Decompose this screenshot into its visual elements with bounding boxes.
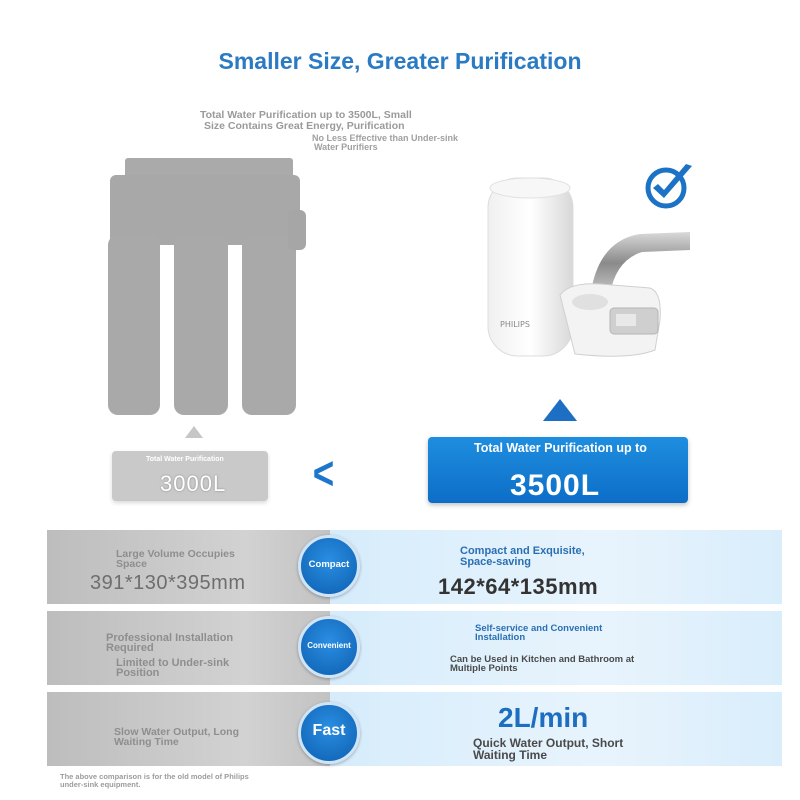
old-tag-label: Total Water Purification	[146, 456, 224, 463]
row-fast-right-value: 2L/min	[498, 702, 589, 733]
subtitle-line-1: Total Water Purification up to 3500L, Small	[200, 109, 412, 121]
subtitle-line-4: Water Purifiers	[314, 142, 378, 152]
fast-badge	[298, 702, 360, 764]
new-tag-value: 3500L	[510, 469, 601, 502]
row-fast-left-text: Slow Water Output, Long Waiting Time	[114, 726, 240, 748]
philips-logo: PHILIPS	[500, 320, 530, 329]
row-compact-left-value: 391*130*395mm	[90, 572, 246, 594]
old-capacity-tag	[112, 451, 268, 501]
row-convenient-left-text: Professional Installation Required	[106, 632, 234, 654]
check-badge-icon	[640, 160, 700, 212]
under-sink-filter-image	[100, 155, 310, 420]
row-convenient-right-text: Self-service and Convenient Installation	[475, 623, 603, 643]
row-compact-left-text: Large Volume Occupies Space	[116, 548, 235, 570]
subtitle-small	[312, 134, 532, 152]
subtitle-line-2: Size Contains Great Energy, Purification	[204, 120, 405, 132]
compact-badge	[298, 535, 360, 597]
row-convenient-right-text-2: Can be Used in Kitchen and Bathroom at Multiple Points	[450, 654, 635, 674]
new-tag-label: Total Water Purification up to	[474, 441, 647, 455]
compact-badge-label: Compact	[308, 559, 350, 570]
footnote: The above comparison is for the old model of Philips under-sink equipment.	[60, 772, 249, 789]
up-triangle-icon	[542, 398, 578, 422]
less-than-symbol: <	[312, 447, 335, 499]
row-fast-right-text: Quick Water Output, Short Waiting Time	[473, 736, 624, 762]
fast-badge-label: Fast	[312, 722, 346, 739]
new-capacity-tag	[428, 437, 688, 503]
old-tag-value: 3000L	[160, 471, 227, 496]
page-title: Smaller Size, Greater Purification	[218, 48, 582, 74]
row-compact-right-text: Compact and Exquisite, Space-saving	[460, 545, 585, 568]
convenient-badge	[298, 616, 360, 678]
row-convenient-left-text-2: Limited to Under-sink Position	[116, 657, 230, 679]
subtitle-line-3: No Less Effective than Under-sink	[312, 133, 459, 143]
convenient-badge-label: Convenient	[307, 641, 351, 650]
up-triangle-icon	[184, 425, 204, 439]
subtitle	[200, 110, 480, 132]
row-compact-right-value: 142*64*135mm	[438, 574, 599, 599]
